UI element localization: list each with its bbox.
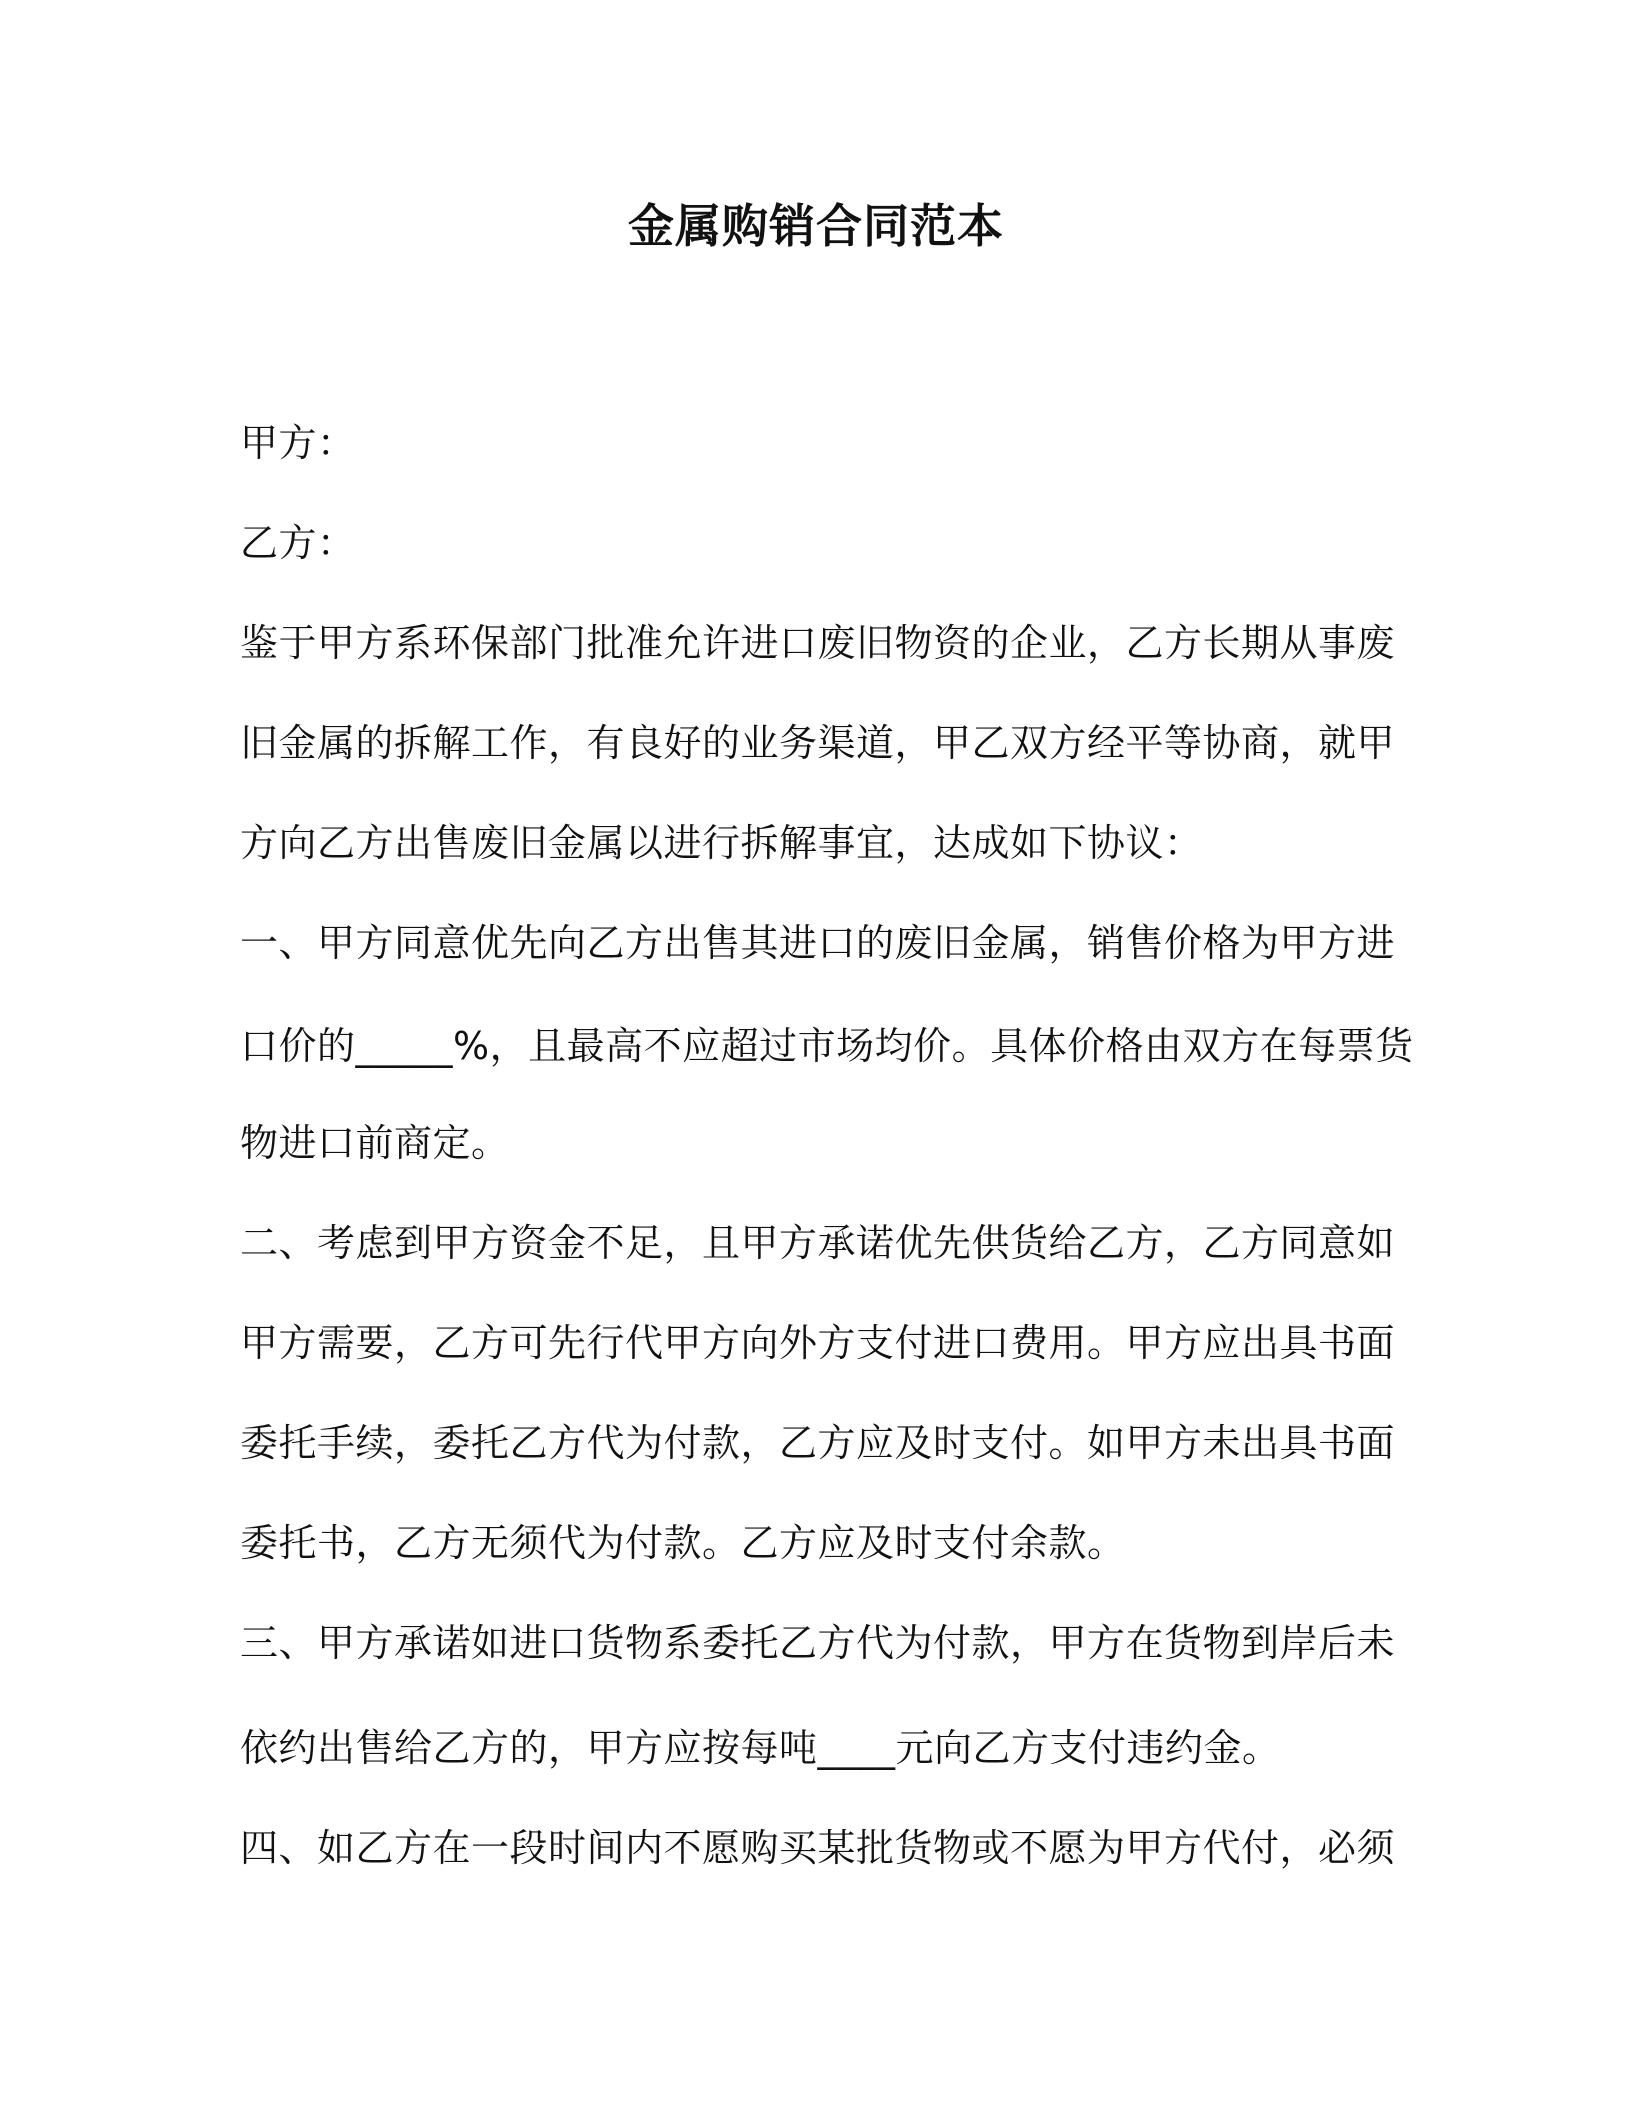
clause-2-line-3: 委托手续，委托乙方代为付款，乙方应及时支付。如甲方未出具书面 [240, 1421, 1396, 1465]
preamble-line-3: 方向乙方出售废旧金属以进行拆解事宜，达成如下协议： [240, 821, 1203, 865]
clause-4-line-1: 四、如乙方在一段时间内不愿购买某批货物或不愿为甲方代付，必须 [240, 1826, 1396, 1870]
clause-1-line-3: 物进口前商定。 [240, 1121, 510, 1165]
clause-2-line-1: 二、考虑到甲方资金不足，且甲方承诺优先供货给乙方，乙方同意如 [240, 1221, 1396, 1265]
preamble-line-1: 鉴于甲方系环保部门批准允许进口废旧物资的企业，乙方长期从事废 [240, 621, 1396, 665]
preamble-line-2: 旧金属的拆解工作，有良好的业务渠道，甲乙双方经平等协商，就甲 [240, 721, 1396, 765]
clause-3-line-1: 三、甲方承诺如进口货物系委托乙方代为付款，甲方在货物到岸后未 [240, 1621, 1396, 1665]
clause-2-line-4: 委托书，乙方无须代为付款。乙方应及时支付余款。 [240, 1521, 1126, 1565]
clause-3-line-2: 依约出售给乙方的，甲方应按每吨____元向乙方支付违约金。 [240, 1726, 1281, 1770]
party-b-line: 乙方： [240, 521, 356, 565]
party-a-line: 甲方： [240, 421, 356, 465]
clause-1-line-1: 一、甲方同意优先向乙方出售其进口的废旧金属，销售价格为甲方进 [240, 921, 1396, 965]
document-title: 金属购销合同范本 [628, 199, 1004, 253]
clause-2-line-2: 甲方需要，乙方可先行代甲方向外方支付进口费用。甲方应出具书面 [240, 1321, 1396, 1365]
clause-1-line-2: 口价的_____%，且最高不应超过市场均价。具体价格由双方在每票货 [240, 1024, 1414, 1068]
